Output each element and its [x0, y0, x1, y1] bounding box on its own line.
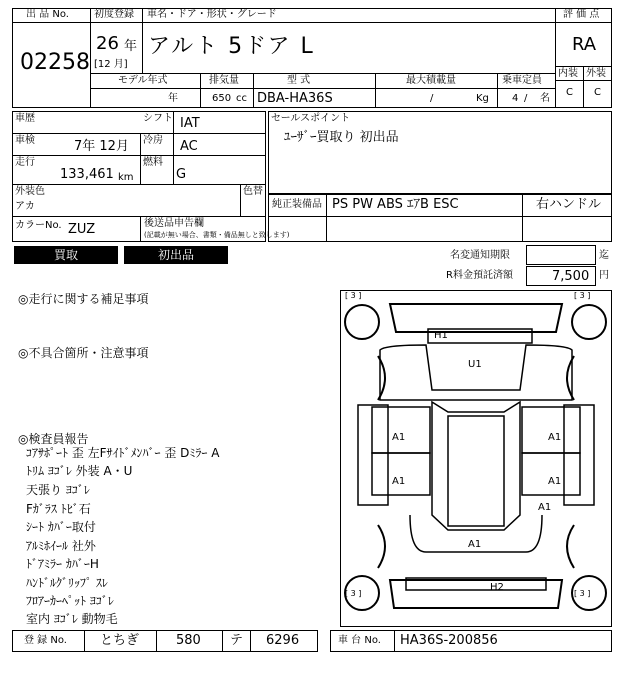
first-reg-year: 26	[96, 33, 119, 54]
interior-grade: C	[566, 87, 573, 98]
roof-panel	[448, 416, 504, 526]
damage-mark-u1: U1	[468, 359, 482, 370]
door-front-right	[522, 407, 580, 453]
hood	[380, 345, 572, 400]
name-change-label: 名変通知期限	[450, 250, 510, 261]
body-left	[358, 405, 388, 505]
tire-front-right	[572, 305, 606, 339]
capacity-unit: 名	[540, 93, 550, 104]
capacity-label: 乗車定員	[502, 75, 542, 86]
damage-mark-a1: A1	[392, 432, 406, 443]
tire-front-left	[345, 305, 379, 339]
damage-mark-a1: A1	[392, 476, 406, 487]
exterior-grade: C	[594, 87, 601, 98]
fuel-value: G	[176, 167, 187, 182]
shift-label: シフト	[143, 113, 173, 124]
name-change-box	[526, 245, 596, 265]
reg-kana: テ	[230, 633, 244, 648]
report-line: ﾊﾝﾄﾞﾙｸﾞﾘｯﾌﾟ ｽﾚ	[26, 576, 108, 590]
door-rear-left	[372, 453, 430, 495]
first-reg-label: 初度登録	[94, 9, 134, 20]
displacement-unit: cc	[236, 93, 247, 104]
chassis-number: HA36S-200856	[400, 633, 498, 648]
tire-label-rear-right: [ 3 ]	[574, 589, 591, 598]
defects-label: ◎不具合箇所・注意事項	[18, 346, 149, 360]
history-label: 車歴	[15, 113, 35, 124]
model-label: 型 式	[287, 75, 311, 86]
door-front-left	[372, 407, 430, 453]
capacity: 4	[512, 93, 519, 104]
reg-class-no: 580	[176, 633, 201, 648]
inspection-value: 7年 12月	[74, 139, 129, 154]
report-line: ﾄﾘﾑ ﾖｺﾞﾚ 外装 A・U	[26, 464, 133, 478]
rating-value: RA	[572, 34, 597, 55]
report-line: 天張り ﾖｺﾞﾚ	[26, 483, 90, 497]
left-fender	[378, 356, 385, 400]
right-fender	[567, 356, 574, 400]
max-load-unit: Kg	[476, 93, 489, 104]
ext-color-label: 外装色	[15, 186, 45, 197]
displacement: 650	[212, 93, 232, 104]
front-bumper	[390, 304, 562, 332]
report-line: ｱﾙﾐﾎｲｰﾙ 社外	[26, 539, 96, 553]
exterior-label: 外装	[586, 68, 606, 79]
chassis-label: 車 台 No.	[338, 635, 381, 646]
report-line: ｺｱｻﾎﾟｰﾄ 歪 左Fｻｲﾄﾞﾒﾝﾊﾞｰ 歪 Dﾐﾗｰ A	[26, 446, 220, 460]
damage-mark-a1: A1	[538, 502, 552, 513]
rear-quarter-right	[567, 525, 574, 568]
reg-region: とちぎ	[100, 633, 140, 648]
inspector-label: ◎検査員報告	[18, 432, 89, 446]
sales-point-label: セールスポイント	[271, 113, 351, 124]
damage-mark-a1: A1	[548, 476, 562, 487]
rear-bumper	[390, 580, 562, 608]
recycle-value: 7,500	[552, 269, 590, 284]
mileage-value: 133,461	[60, 167, 114, 182]
recycle-unit: 円	[599, 270, 609, 281]
first-reg-year-unit: 年	[124, 39, 138, 54]
roof	[432, 402, 520, 530]
report-line: ﾌﾛｱｰｶｰﾍﾟｯﾄ ﾖｺﾞﾚ	[26, 594, 114, 608]
first-reg-month: [12 月]	[94, 59, 128, 70]
tire-label-rear-left: [ 3 ]	[345, 589, 362, 598]
damage-mark-a1: A1	[548, 432, 562, 443]
post-docs-label: 後送品申告欄	[144, 218, 204, 229]
steering-value: 右ハンドル	[536, 197, 602, 212]
rating-label: 評 価 点	[563, 9, 600, 20]
name-change-sep: 迄	[599, 250, 609, 261]
max-load-sep: /	[430, 93, 434, 104]
report-line: ﾄﾞｱﾐﾗｰ ｶﾊﾞｰH	[26, 557, 99, 571]
lot-no-label: 出 品 No.	[26, 9, 69, 20]
mileage-unit: km	[118, 172, 134, 183]
model-year-label: モデル年式	[118, 75, 168, 86]
damage-mark-a1: A1	[468, 539, 482, 550]
ext-color-value: アカ	[15, 201, 35, 212]
displacement-label: 排気量	[209, 75, 239, 86]
car-name: アルト 5ドア L	[148, 34, 315, 59]
lot-no: 02258	[20, 50, 90, 75]
rear-quarter-left	[378, 525, 385, 568]
color-no-value: ZUZ	[68, 222, 96, 237]
door-rear-right	[522, 453, 580, 495]
report-line: ｼｰﾄ ｶﾊﾞｰ取付	[26, 520, 96, 534]
equipment-label: 純正装備品	[272, 199, 322, 210]
ac-value: AC	[180, 139, 198, 154]
driving-notes-label: ◎走行に関する補足事項	[18, 292, 149, 306]
color-change-label: 色替	[243, 186, 263, 197]
model-code: DBA-HA36S	[257, 91, 333, 106]
first-listing-tag: 初出品	[124, 246, 228, 264]
car-name-label: 車名・ドア・形状・グレード	[147, 9, 277, 20]
max-load-label: 最大積載量	[406, 75, 456, 86]
capacity-sep: /	[524, 93, 528, 104]
ac-label: 冷房	[143, 135, 163, 146]
shift-value: IAT	[180, 116, 200, 131]
report-line: Fｶﾞﾗｽ ﾄﾋﾞ石	[26, 502, 91, 516]
recycle-label: R料金預託済額	[446, 270, 513, 281]
equipment-value: PS PW ABS ｴｱB ESC	[332, 197, 459, 212]
reg-no-label: 登 録 No.	[24, 635, 67, 646]
reg-number: 6296	[266, 633, 300, 648]
buyback-tag: 買取	[14, 246, 118, 264]
inspection-label: 車検	[15, 135, 35, 146]
body-right	[564, 405, 594, 505]
interior-label: 内装	[558, 68, 578, 79]
fuel-label: 燃料	[143, 157, 163, 168]
tire-label-front-left: [ 3 ]	[345, 291, 362, 300]
car-diagram	[340, 290, 612, 627]
damage-mark-h1: H1	[434, 330, 448, 341]
color-no-label: カラーNo.	[15, 220, 62, 231]
report-line: 室内 ﾖｺﾞﾚ 動物毛	[26, 612, 118, 626]
post-docs-note: (記載が無い場合、書類・備品無しと致します)	[144, 231, 290, 239]
tire-label-front-right: [ 3 ]	[574, 291, 591, 300]
model-year: 年	[168, 93, 178, 104]
damage-mark-h2: H2	[490, 582, 504, 593]
mileage-label: 走行	[15, 157, 35, 168]
sales-point-text: ﾕｰｻﾞｰ買取り 初出品	[284, 130, 399, 145]
